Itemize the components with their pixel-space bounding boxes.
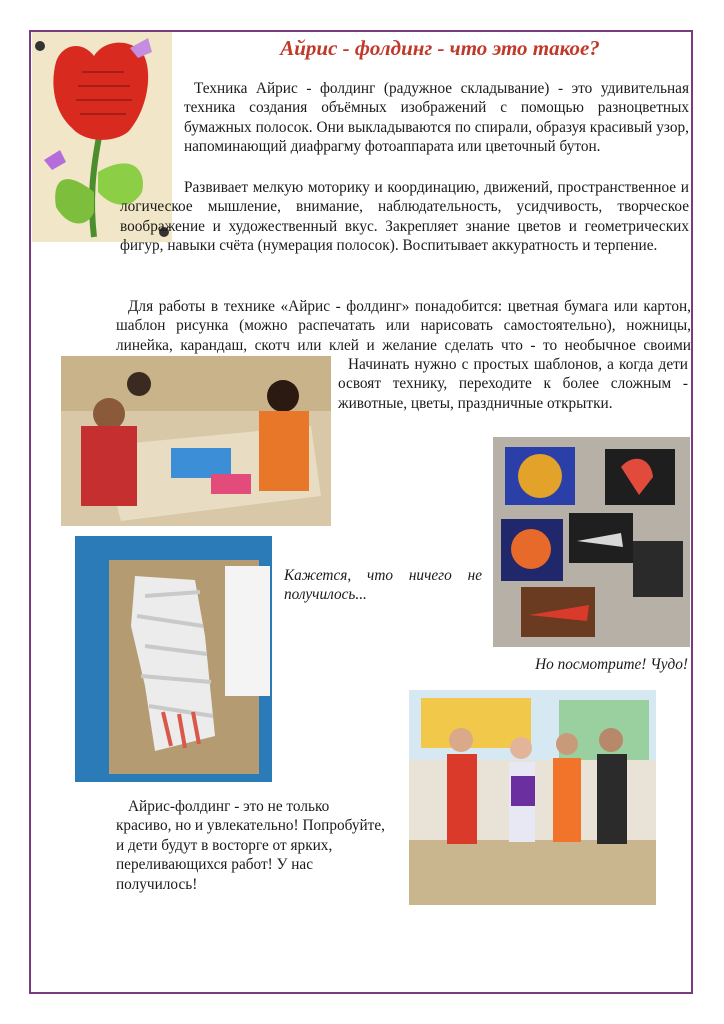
finished-works-photo: [493, 437, 690, 647]
paragraph-conclusion: Айрис-фолдинг - это не только красиво, но и увлекательно! Попробуйте, и дети будут в восторге от ярких, переливающихся работ! У нас получилось!: [116, 798, 385, 893]
paragraph-intro: Техника Айрис - фолдинг (радужное складывание) - это удивительная техника создания объёмных изображений с помощью разноцветных бумажных полосок. Они выкладываются по спирали, образуя красивый узор, напоминающий диафрагму фотоаппарата или цветочный бутон.: [184, 80, 689, 156]
caption-unfinished: Кажется, что ничего не получилось...: [284, 567, 482, 604]
group-photo: [409, 690, 656, 905]
kids-table-photo: [61, 356, 331, 526]
paragraph-materials: Для работы в технике «Айрис - фолдинг» понадобится: цветная бумага или картон, шаблон рисунка (можно распечатать или нарисовать самостоятельно), ножницы, линейка, карандаш, скотч или клей и желание сделать что - то необычное своими: [116, 298, 691, 354]
caption-miracle: Но посмотрите! Чудо!: [535, 656, 688, 673]
page-title: Айрис - фолдинг - что это такое?: [280, 36, 600, 60]
unfinished-work-photo: [75, 536, 272, 782]
paragraph-benefits: Развивает мелкую моторику и координацию, движений, пространственное и логическое мышление, внимание, наблюдательность, усидчивость, творческое воображение и художественный вкус. Закрепляет знание цветов и геометрических фигур, навыки счёта (нумерация полосок). Воспитывает аккуратность и терпение.: [120, 179, 689, 255]
paragraph-start: Начинать нужно с простых шаблонов, а когда дети освоят технику, переходите к более сложным - животные, цветы, праздничные открытки.: [338, 356, 688, 412]
